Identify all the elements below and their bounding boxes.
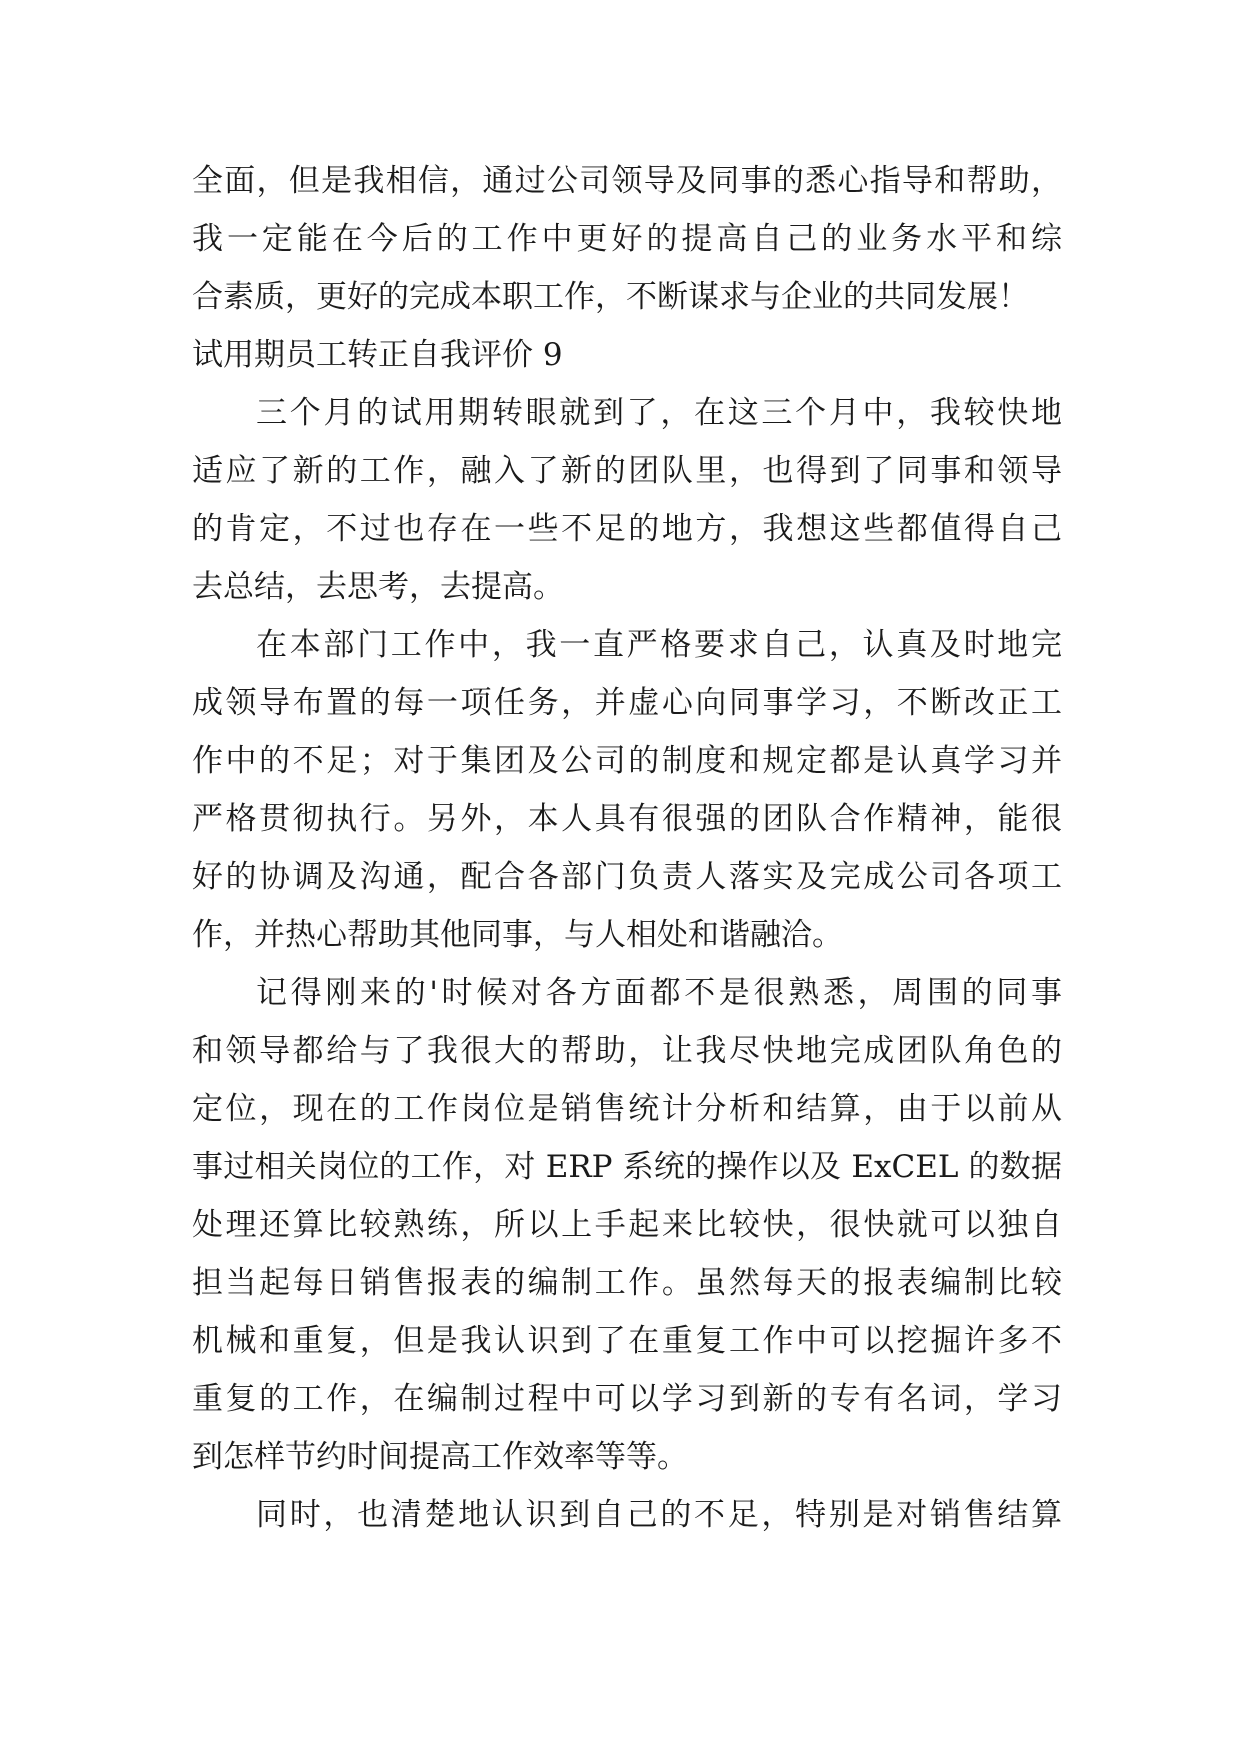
text-line: 和领导都给与了我很大的帮助，让我尽快地完成团队角色的 [192, 1033, 1062, 1069]
text-line: 重复的工作，在编制过程中可以学习到新的专有名词，学习 [192, 1381, 1062, 1417]
text-line: 我一定能在今后的工作中更好的提高自己的业务水平和综 [192, 221, 1062, 257]
paragraph-3 [192, 964, 1062, 1486]
text-line: 事过相关岗位的工作，对 ERP 系统的操作以及 ExCEL 的数据 [192, 1149, 1062, 1185]
text-line: 机械和重复，但是我认识到了在重复工作中可以挖掘许多不 [192, 1323, 1062, 1359]
paragraph-1 [192, 384, 1062, 616]
text-line: 记得刚来的'时候对各方面都不是很熟悉，周围的同事 [256, 975, 1062, 1011]
section-title: 试用期员工转正自我评价 9 [192, 337, 563, 373]
text-line: 三个月的试用期转眼就到了，在这三个月中，我较快地 [256, 395, 1062, 431]
paragraph-4 [192, 1486, 1062, 1544]
text-line: 的肯定，不过也存在一些不足的地方，我想这些都值得自己 [192, 511, 1062, 547]
text-line: 担当起每日销售报表的编制工作。虽然每天的报表编制比较 [192, 1265, 1062, 1301]
text-line: 适应了新的工作，融入了新的团队里，也得到了同事和领导 [192, 453, 1062, 489]
text-line: 作中的不足；对于集团及公司的制度和规定都是认真学习并 [192, 743, 1062, 779]
text-line: 去总结，去思考，去提高。 [192, 569, 564, 605]
document-body [192, 152, 1062, 1544]
text-line: 到怎样节约时间提高工作效率等等。 [192, 1439, 688, 1475]
text-line: 作，并热心帮助其他同事，与人相处和谐融洽。 [192, 917, 843, 953]
text-line: 同时，也清楚地认识到自己的不足，特别是对销售结算 [256, 1497, 1062, 1533]
text-line: 处理还算比较熟练，所以上手起来比较快，很快就可以独自 [192, 1207, 1062, 1243]
text-line: 定位，现在的工作岗位是销售统计分析和结算，由于以前从 [192, 1091, 1062, 1127]
paragraph-2 [192, 616, 1062, 964]
text-line: 好的协调及沟通，配合各部门负责人落实及完成公司各项工 [192, 859, 1062, 895]
text-line: 全面，但是我相信，通过公司领导及同事的悉心指导和帮助， [192, 163, 1062, 199]
text-line: 严格贯彻执行。另外，本人具有很强的团队合作精神，能很 [192, 801, 1062, 837]
text-line: 成领导布置的每一项任务，并虚心向同事学习，不断改正工 [192, 685, 1062, 721]
text-line: 在本部门工作中，我一直严格要求自己，认真及时地完 [256, 627, 1062, 663]
text-line: 合素质，更好的完成本职工作，不断谋求与企业的共同发展！ [192, 279, 1029, 315]
